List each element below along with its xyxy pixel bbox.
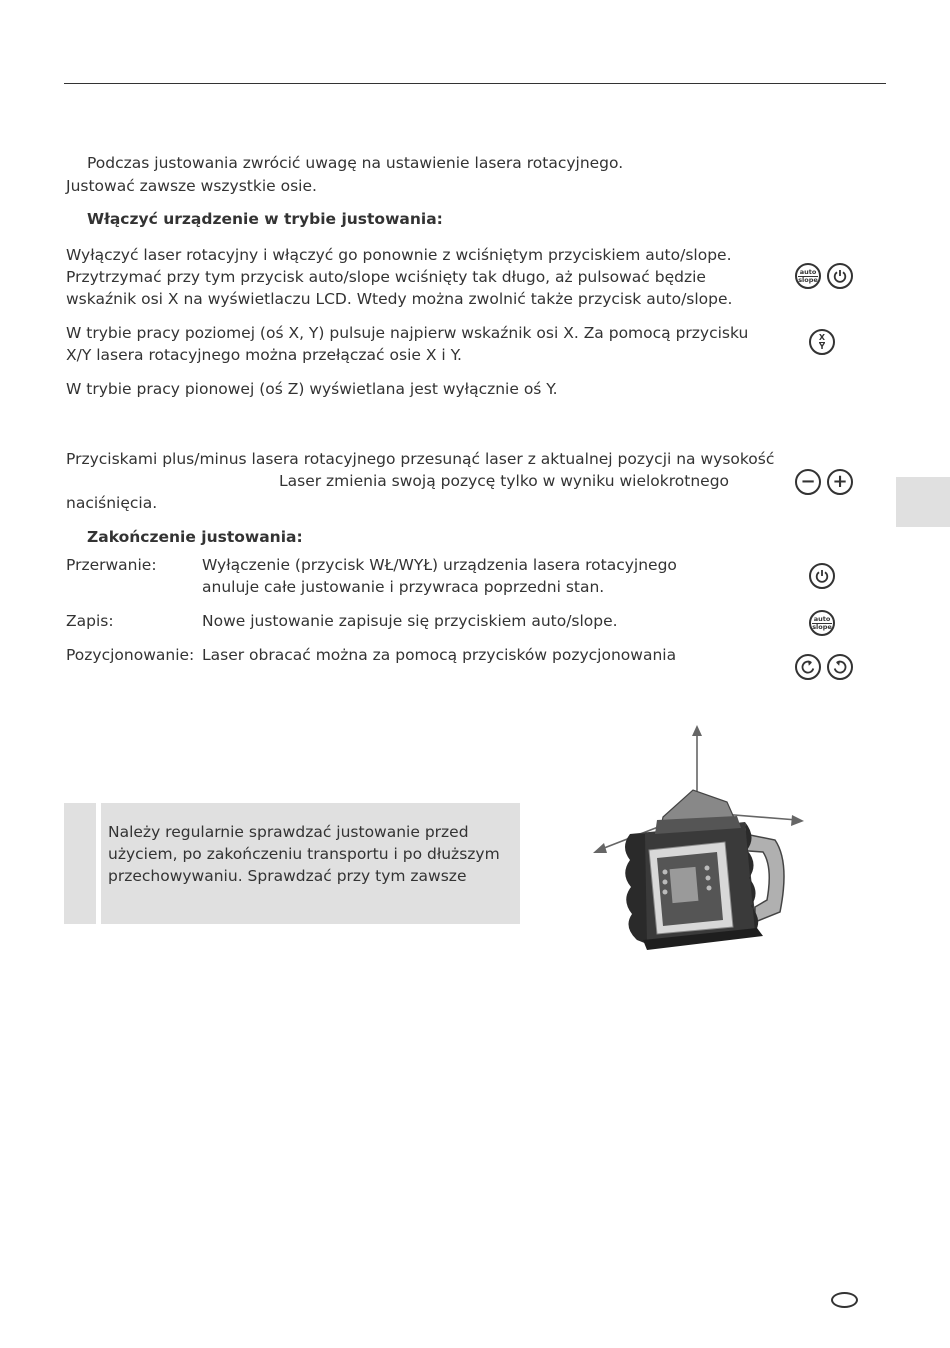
- auto-label: auto: [799, 267, 817, 276]
- intro-line-1: Podczas justowania zwrócić uwagę na ustawienie lasera rotacyjnego.: [87, 154, 624, 172]
- heading-end-adjustment: Zakończenie justowania:: [87, 528, 303, 546]
- start-para-1-line-2: Przytrzymać przy tym przycisk auto/slope wciśnięty tak długo, aż pulsować będzie: [66, 268, 706, 286]
- intro-line-2: Justować zawsze wszystkie osie.: [66, 177, 317, 195]
- start-para-2-line-2: X/Y lasera rotacyjnego można przełączać osie X i Y.: [66, 346, 462, 364]
- y-label: Y: [819, 341, 825, 351]
- start-para-1-line-3: wskaźnik osi X na wyświetlaczu LCD. Wtedy można zwolnić także przycisk auto/slope.: [66, 290, 733, 308]
- rotary-laser-illustration: [585, 722, 810, 950]
- header-rule: [64, 83, 886, 84]
- minus-label: −: [800, 471, 816, 492]
- adjust-line-2: Laser zmienia swoją pozycę tylko w wyniku wielokrotnego: [279, 472, 730, 490]
- chapter-tab: [896, 477, 950, 527]
- end-row-position-label: Pozycjonowanie:: [66, 646, 195, 664]
- end-row-cancel-text-2: anuluje całe justowanie i przywraca poprzedni stan.: [202, 578, 605, 596]
- note-line-2: użyciem, po zakończeniu transportu i po dłuższym: [108, 845, 500, 863]
- note-line-1: Należy regularnie sprawdzać justowanie przed: [108, 823, 469, 841]
- auto-label-2: auto: [813, 614, 831, 623]
- plus-label: +: [832, 471, 848, 492]
- note-line-3: przechowywaniu. Sprawdzać przy tym zawsze: [108, 867, 467, 885]
- adjust-line-1: Przyciskami plus/minus lasera rotacyjnego przesunąć laser z aktualnej pozycji na wysokość: [66, 450, 775, 468]
- note-marker-bar: [64, 803, 96, 924]
- language-marker: [831, 1292, 858, 1308]
- power-button-icon: [827, 263, 853, 289]
- rotate-left-button-icon: [795, 654, 821, 680]
- power-button-icon-2: [809, 563, 835, 589]
- end-row-position-text: Laser obracać można za pomocą przycisków pozycjonowania: [202, 646, 677, 664]
- start-para-1-line-1: Wyłączyć laser rotacyjny i włączyć go ponownie z wciśniętym przyciskiem auto/slope.: [66, 246, 732, 264]
- slope-label: slope: [798, 275, 818, 284]
- minus-button-icon: [795, 469, 821, 495]
- adjust-line-3: naciśnięcia.: [66, 494, 158, 512]
- start-para-3: W trybie pracy pionowej (oś Z) wyświetlana jest wyłącznie oś Y.: [66, 380, 558, 398]
- end-row-cancel-label: Przerwanie:: [66, 556, 157, 574]
- rotate-right-button-icon: [827, 654, 853, 680]
- slope-label-2: slope: [812, 622, 832, 631]
- start-para-2-line-1: W trybie pracy poziomej (oś X, Y) pulsuje najpierw wskaźnik osi X. Za pomocą przycisku: [66, 324, 749, 342]
- xy-button-icon: [809, 329, 835, 355]
- auto-slope-button-icon-2: [809, 610, 835, 636]
- end-row-save-label: Zapis:: [66, 612, 114, 630]
- end-row-save-text: Nowe justowanie zapisuje się przyciskiem auto/slope.: [202, 612, 618, 630]
- plus-button-icon: [827, 469, 853, 495]
- x-label: X: [818, 332, 826, 342]
- end-row-cancel-text-1: Wyłączenie (przycisk WŁ/WYŁ) urządzenia lasera rotacyjnego: [202, 556, 677, 574]
- note-text: [108, 821, 513, 887]
- auto-slope-button-icon: [795, 263, 821, 289]
- heading-start-adjustment: Włączyć urządzenie w trybie justowania:: [87, 210, 443, 228]
